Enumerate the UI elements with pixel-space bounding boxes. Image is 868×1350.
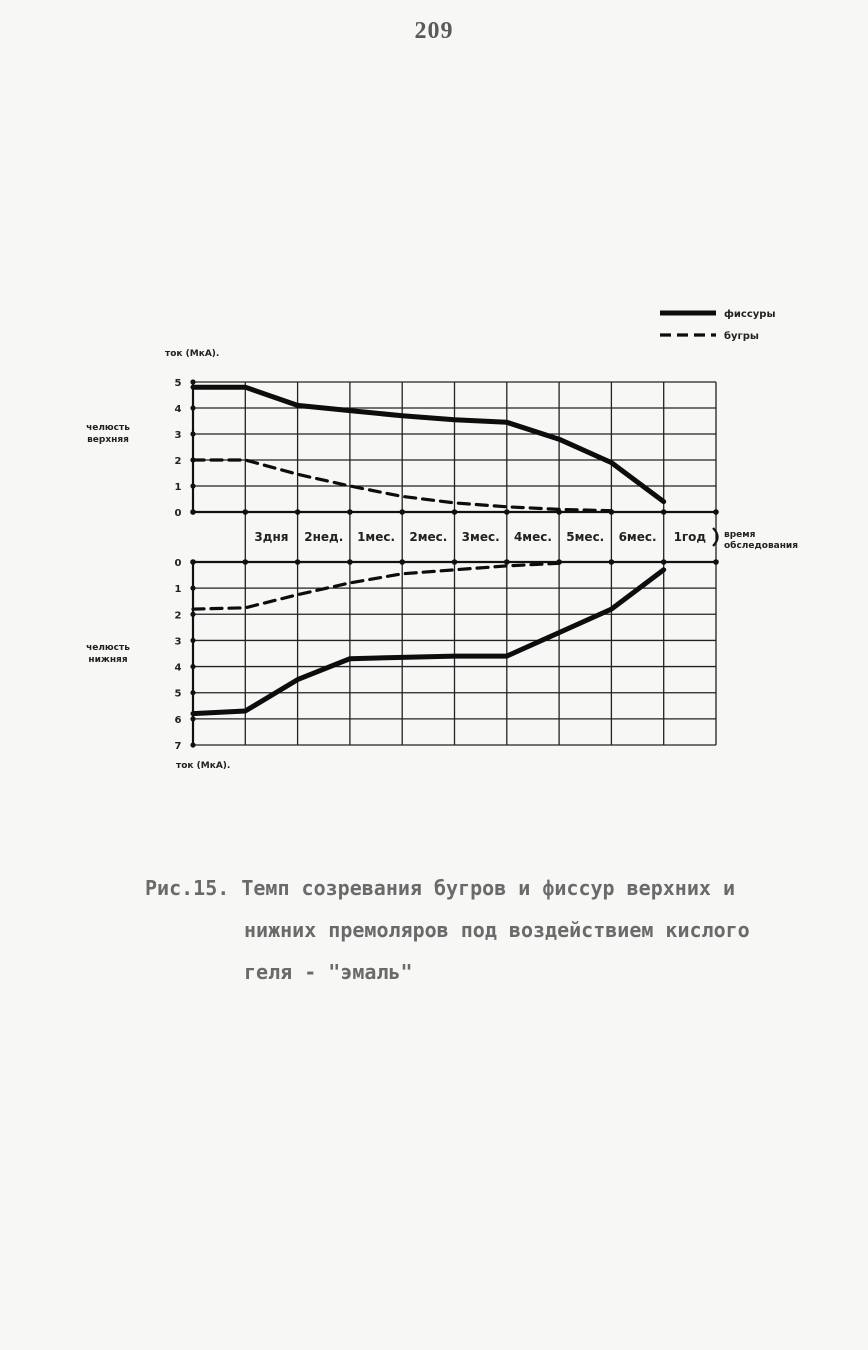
tick-mark <box>504 509 510 515</box>
tick-mark <box>399 559 405 565</box>
tick-mark <box>190 431 195 436</box>
y-tick-label-lower: 6 <box>174 714 182 726</box>
x-category-label: 1мес. <box>357 530 396 544</box>
tick-mark <box>713 559 719 565</box>
tick-mark <box>190 742 195 747</box>
x-category-label: 3мес. <box>461 530 500 544</box>
y-tick-label-lower: 5 <box>174 688 182 700</box>
tick-mark <box>661 559 667 565</box>
tick-mark <box>190 405 195 410</box>
legend-label: бугры <box>724 331 759 342</box>
upper-jaw-label: верхняя <box>87 435 129 445</box>
x-category-label: 2нед. <box>304 530 344 544</box>
tick-mark <box>347 509 353 515</box>
y-tick-label-upper: 2 <box>174 456 182 467</box>
tick-mark <box>452 509 458 515</box>
chart-grid <box>190 379 719 747</box>
y-tick-label-upper: 0 <box>174 508 182 519</box>
tick-mark <box>243 509 249 515</box>
lower-jaw-label: нижняя <box>88 655 128 665</box>
x-category-label: 1год <box>673 530 707 544</box>
legend-label: фиссуры <box>724 309 776 320</box>
y-tick-label-upper: 1 <box>174 482 182 493</box>
tick-mark <box>347 559 353 565</box>
tick-mark <box>713 509 719 515</box>
y-tick-label-upper: 3 <box>174 430 182 441</box>
tick-mark <box>190 559 196 565</box>
tick-mark <box>190 716 195 721</box>
y-tick-label-lower: 3 <box>174 636 182 648</box>
tick-mark <box>295 559 301 565</box>
x-axis-label: время <box>724 530 756 540</box>
tick-mark <box>661 509 667 515</box>
x-category-label: 4мес. <box>513 530 552 544</box>
x-category-label: 6мес. <box>618 530 657 544</box>
tick-mark <box>504 559 510 565</box>
tick-mark <box>190 690 195 695</box>
tick-mark <box>452 559 458 565</box>
y-tick-label-lower: 4 <box>174 662 182 674</box>
series-line-lower-fissury <box>193 570 664 714</box>
tick-mark <box>295 509 301 515</box>
figure-caption-line-2: нижних премоляров под воздействием кислого <box>244 918 750 942</box>
figure-caption-line-3: геля - "эмаль" <box>244 960 413 984</box>
chart-legend <box>660 308 776 342</box>
x-axis-label: обследования <box>724 541 799 551</box>
x-category-label: 5мес. <box>566 530 605 544</box>
tick-mark <box>609 559 615 565</box>
tick-mark <box>190 379 195 384</box>
tick-mark <box>243 559 249 565</box>
tick-mark <box>190 664 195 669</box>
x-category-label: 2мес. <box>409 530 448 544</box>
y-tick-label-lower: 7 <box>174 741 182 752</box>
chart-series <box>193 387 664 714</box>
y-tick-label-upper: 5 <box>174 378 182 389</box>
tick-mark <box>399 509 405 515</box>
y-tick-label-lower: 2 <box>174 610 182 622</box>
y-tick-label-upper: 4 <box>174 404 182 415</box>
y-tick-label-lower: 1 <box>174 584 182 596</box>
x-axis-bracket <box>713 528 718 546</box>
tick-mark <box>190 586 195 591</box>
tick-mark <box>190 509 196 515</box>
y-tick-label-lower: 0 <box>174 558 182 569</box>
lower-jaw-label: челюсть <box>86 643 130 653</box>
tick-mark <box>190 638 195 643</box>
y-axis-label-lower: ток (МкА). <box>176 761 231 771</box>
x-category-label: 3дня <box>254 530 289 544</box>
series-line-lower-bugry <box>193 563 559 609</box>
series-line-upper-fissury <box>193 387 664 501</box>
y-axis-label-upper: ток (МкА). <box>165 349 220 359</box>
figure-caption-line-1: Рис.15. Темп созревания бугров и фисcур верхних и <box>145 876 736 900</box>
page-number: 209 <box>414 18 454 44</box>
upper-jaw-label: челюсть <box>86 423 130 433</box>
tick-mark <box>190 483 195 488</box>
tick-mark <box>190 612 195 617</box>
